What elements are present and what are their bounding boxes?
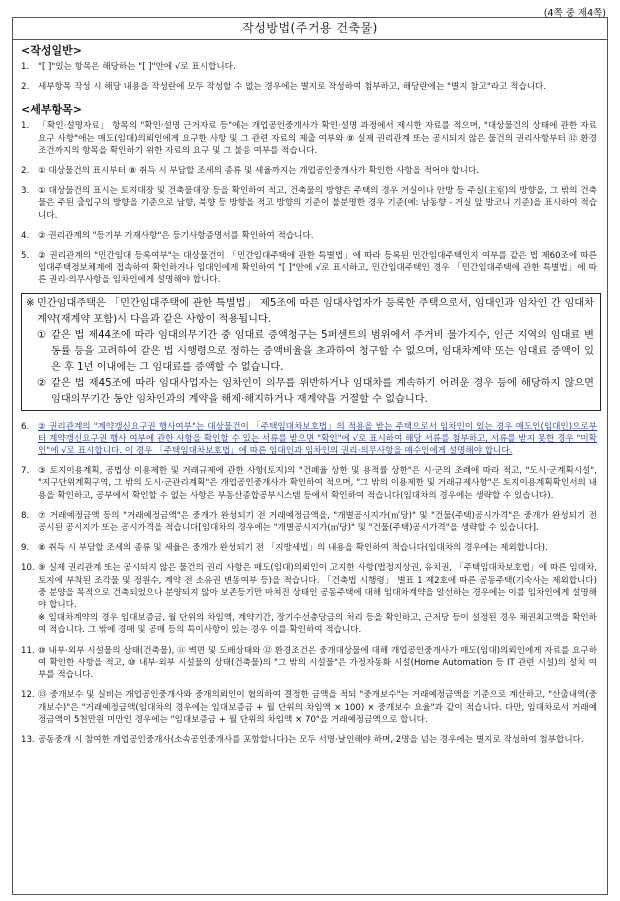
item-number: 1.	[21, 121, 30, 132]
detail-heading: <세부항목>	[21, 103, 82, 117]
detail-item-9	[21, 542, 601, 554]
item-text: 세부항목 작성 시 해당 내용을 작성란에 모두 작성할 수 없는 경우에는 별지로 작성하여 첨부하고, 해당란에는 "별지 참고"라고 적습니다.	[38, 82, 547, 93]
general-item-1	[21, 61, 601, 73]
detail-item-11	[21, 645, 601, 682]
notice-intro	[26, 296, 594, 328]
page-title: 작성방법(주거용 건축물)	[13, 18, 607, 40]
item-text: ⑬ 중개보수 및 실비는 개업공인중개사와 중개의뢰인이 협의하여 결정한 금액을 적되 "중개보수"는 거래예정금액을 기준으로 계산하고, "산출내역(중개보수)"은 "거래예정금액(임대차의 경우에는 임대보증금 + 월 단위의 차임액 × 100) × 중개보수 요율"과 같이 적습니다. 다만, 임대차로서 거래예정금액이 5천만원 미만인 경우에는 "임대보증금 + 월 단위의 차임액 × 70"을 거래예정금액으로 합니다.	[38, 690, 597, 725]
rental-housing-notice-box	[21, 293, 601, 411]
page-number: (4쪽 중 제4쪽)	[543, 8, 606, 19]
item-text: ① 대상물건의 표시는 토지대장 및 건축물대장 등을 확인하여 적고, 건축물의 방향은 주택의 경우 거실이나 안방 등 주실(主室)의 방향을, 그 밖의 건축물은 주된 출입구의 방향을 기준으로 남향, 북향 등 방향을 적고 방향의 기준이 불분명한 경우 기준(예: 남동향 - 거실 앞 발코니 기준)을 표시하여 적습니다.	[38, 186, 597, 221]
item-text: ⑦ 거래예정금액 등의 "거래예정금액"은 중개가 완성되기 전 거래예정금액을, "개별공시지가(㎡당)" 및 "건물(주택)공시가격"은 중개가 완성되기 전 공시된 공시지가 또는 공시가격을 적습니다[임대차의 경우에는 "개별공시지가(㎡당)" 및 "건물(주택)공시가격"을 생략할 수 있습니다].	[38, 510, 597, 534]
item-number: 6.	[21, 421, 30, 432]
general-heading: <작성일반>	[21, 44, 82, 57]
item-number: 2.	[21, 82, 30, 93]
item-text: ③ 토지이용계획, 공법상 이용제한 및 거래규제에 관한 사항(토지)의 "건폐율 상한 및 용적률 상한"은 시·군의 조례에 따라 적고, "도시·군계획시설", "지구단위계획구역, 그 밖의 도시·군관리계획"은 개업공인중개사가 확인하여 적으며, "그 밖의 이용제한 및 거래규제사항"은 토지이용계획확인서의 내용을 확인하고, 공부에서 확인할 수 없는 사항은 부동산종합공부시스템 등에서 확인하여 적습니다(임대차의 경우에는 생략할 수 있습니다).	[38, 466, 597, 501]
item-number: 4.	[21, 230, 30, 241]
detail-item-6	[21, 421, 601, 458]
item-body	[38, 562, 601, 636]
detail-item-7	[21, 465, 601, 502]
general-item-2	[21, 81, 601, 93]
item-number: 5.	[21, 251, 30, 262]
detail-item-10	[21, 562, 601, 636]
detail-item-4	[21, 230, 601, 242]
item-number: 10.	[21, 563, 35, 574]
notice-text: 민간임대주택은 「민간임대주택에 관한 특별법」 제5조에 따른 임대사업자가 등록한 주택으로서, 임대인과 임차인 간 임대차 계약(재계약 포함)시 다음과 같은 사항이 적용됩니다.	[37, 297, 594, 325]
sub-mark: ②	[37, 377, 47, 389]
item-number: 8.	[21, 510, 30, 521]
sub-text: 같은 법 제44조에 따라 임대의무기간 중 임대료 증액청구는 5퍼센트의 범위에서 주거비 물가지수, 인근 지역의 임대료 변동률 등을 고려하여 같은 법 시행령으로 정하는 증액비율을 초과하여 청구할 수 없으며, 임대차계약 또는 임대료 증액이 있은 후 1년 이내에는 그 임대료를 증액할 수 없습니다.	[51, 329, 594, 373]
notice-mark: ※	[26, 297, 35, 309]
item-text: 「확인·설명자료」 항목의 "확인·설명 근거자료 등"에는 개업공인중개사가 확인·설명 과정에서 제시한 자료를 적으며, "대상물건의 상태에 관한 자료요구 사항"에는 매도(임대)의뢰인에게 요구한 사항 및 그 관련 자료의 제출 여부와 ⑨ 실제 권리관계 또는 공시되지 않은 물건의 권리사항부터 ⑫ 환경조건까지의 항목을 확인하기 위한 자료의 요구 및 그 불응 여부를 적습니다.	[38, 121, 597, 156]
item-number: 7.	[21, 466, 30, 477]
item-text: 공동중개 시 참여한 개업공인중개사(소속공인중개사를 포함합니다)는 모두 서명·날인해야 하며, 2명을 넘는 경우에는 별지로 작성하여 첨부합니다.	[38, 734, 584, 745]
item-number: 2.	[21, 166, 30, 177]
item-number: 12.	[21, 690, 35, 701]
item-number: 11.	[21, 645, 35, 656]
detail-item-5	[21, 250, 601, 287]
item-text-highlighted: ② 권리관계의 "계약갱신요구권 행사여부"는 대상물건이 「주택임대차보호법」의 적용을 받는 주택으로서 임차인이 있는 경우 매도인(임대인)으로부터 계약갱신요구권 행사 여부에 관한 사항을 확인할 수 있는 서류를 받으면 "확인"에 √로 표시하여 해당 서류를 첨부하고, 서류를 받지 못한 경우 "미확인"에 √로 표시합니다. 이 경우 「주택임대차보호법」에 따른 임대인과 임차인의 권리·의무사항을 매수인에게 설명해야 합니다.	[38, 421, 597, 457]
notice-sub-2	[26, 376, 594, 408]
item-text: ⑧ 취득 시 부담할 조세의 종류 및 세율은 중개가 완성되기 전 「지방세법」의 내용을 확인하여 적습니다(임대차의 경우에는 제외합니다).	[38, 543, 548, 554]
item-number: 1.	[21, 62, 30, 72]
detail-item-3	[21, 185, 601, 222]
item-text: ① 대상물건의 표시부터 ⑧ 취득 시 부담할 조세의 종류 및 세율까지는 개업공인중개사가 확인한 사항을 적어야 합니다.	[38, 166, 479, 177]
detail-item-8	[21, 510, 601, 534]
item-text: "[ ]"있는 항목은 해당하는 "[ ]"안에 √로 표시합니다.	[38, 62, 236, 72]
item-number: 3.	[21, 186, 30, 197]
instructions-content	[13, 40, 607, 746]
item-note: ※ 임대차계약의 경우 임대보증금, 월 단위의 차임액, 계약기간, 장기수선충당금의 처리 등을 확인하고, 근저당 등이 설정된 경우 채권최고액을 확인하여 적습니다. 그 밖에 경매 및 공매 등의 특이사항이 있는 경우 이를 확인하여 적습니다.	[38, 613, 597, 636]
detail-item-2	[21, 165, 601, 177]
item-number: 9.	[21, 543, 30, 554]
item-text: ⑩ 내부·외부 시설물의 상태(건축물), ⑪ 벽면 및 도배상태와 ⑫ 환경조건은 중개대상물에 대해 개업공인중개사가 매도(임대)의뢰인에게 자료를 요구하여 확인한 사항을 적고, ⑩ 내부·외부 시설물의 상태(건축물)의 "그 밖의 시설물"은 가정자동화 시설(Home Automation 등 IT 관련 시설)의 설치 여부를 적습니다.	[38, 645, 597, 681]
sub-text: 같은 법 제45조에 따라 임대사업자는 임차인이 의무를 위반하거나 임대차를 계속하기 어려운 경우 등에 해당하지 않으면 임대의무기간 동안 임차인과의 계약을 해제·해지하거나 재계약을 거절할 수 없습니다.	[51, 377, 594, 405]
item-number: 13.	[21, 734, 35, 745]
item-text: ② 권리관계의 "등기부 기재사항"은 등기사항증명서를 확인하여 적습니다.	[38, 230, 314, 241]
detail-item-1	[21, 120, 601, 157]
detail-item-13	[21, 734, 601, 746]
item-text: ⑨ 실제 권리관계 또는 공시되지 않은 물건의 권리 사항은 매도(임대)의뢰인이 고지한 사항(법정지상권, 유치권, 「주택임대차보호법」에 따른 임대차, 토지에 부착된 조각물 및 정원수, 계약 전 소유권 변동여부 등)을 적습니다. 「건축법 시행령」 별표 1 제2호에 따른 공동주택(기숙사는 제외합니다) 중 분양을 목적으로 건축되었으나 분양되지 않아 보존등기만 마쳐진 상태인 공동주택에 대해 임대차계약을 알선하는 경우에는 이를 임차인에게 설명해야 합니다.	[38, 563, 597, 611]
sub-mark: ①	[37, 329, 47, 341]
notice-sub-1	[26, 328, 594, 376]
item-text: ② 권리관계의 "민간임대 등록여부"는 대상물건이 「민간임대주택에 관한 특별법」에 따라 등록된 민간임대주택인지 여부를 같은 법 제60조에 따른 임대주택정보체계에 접속하여 확인하거나 임대인에게 확인하여 "[ ]"안에 √로 표시하고, 민간임대주택인 경우 「민간임대주택에 관한 특별법」에 따른 권리·의무사항을 임차인에게 설명해야 합니다.	[38, 251, 597, 286]
instructions-frame	[12, 17, 608, 895]
detail-item-12	[21, 689, 601, 726]
